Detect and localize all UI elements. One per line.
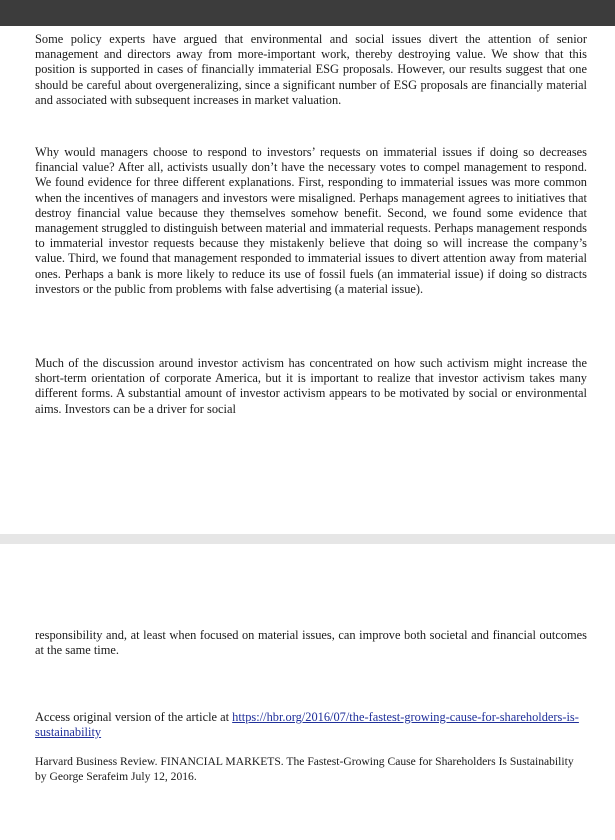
- viewer-toolbar: [0, 0, 615, 26]
- citation: Harvard Business Review. FINANCIAL MARKETS. The Fastest-Growing Cause for Shareholders Is Sustainability by George Serafeim July 12, 2016.: [35, 755, 574, 783]
- body-paragraph-1: Some policy experts have argued that environmental and social issues divert the attention of senior management and directors away from more-important work, thereby destroying value. We show that this position is supported in cases of financially immaterial ESG proposals. However, our results suggest that one should be careful about overgeneralizing, since a significant number of ESG proposals are financially material and associated with subsequent increases in market valuation.: [35, 32, 587, 107]
- body-paragraph-3: Much of the discussion around investor activism has concentrated on how such activism might increase the short-term orientation of corporate America, but it is important to realize that investor activism takes many different forms. A substantial amount of investor activism appears to be motivated by social or environmental aims. Investors can be a driver for social: [35, 356, 587, 416]
- document-page-2: [0, 544, 615, 840]
- access-note: [35, 710, 587, 740]
- article-link[interactable]: https://hbr.org/2016/07/the-fastest-growing-cause-for-shareholders-is-sustainability: [35, 710, 579, 740]
- access-note-text: Access original version of the article at: [35, 710, 233, 724]
- document-page-1: [0, 26, 615, 534]
- body-paragraph-continued: responsibility and, at least when focused on material issues, can improve both societal and financial outcomes at the same time.: [35, 628, 587, 658]
- body-paragraph-2: Why would managers choose to respond to investors’ requests on immaterial issues if doing so decreases financial value? After all, activists usually don’t have the necessary votes to compel management to respond. We found evidence for three different explanations. First, responding to immaterial issues was more common when the incentives of managers and investors were misaligned. Perhaps management agrees to initiatives that destroy financial value because they themselves somehow benefit. Second, we found some evidence that management struggled to distinguish between material and immaterial requests. Perhaps management responds to immaterial investor requests because they mistakenly believe that doing so will increase the company’s value. Third, we found that management responded to immaterial issues to divert attention away from material ones. Perhaps a bank is more likely to reduce its use of fossil fuels (an immaterial issue) if doing so distracts investors or the public from problems with false advertising (a material issue).: [35, 145, 587, 296]
- page-separator: [0, 534, 615, 544]
